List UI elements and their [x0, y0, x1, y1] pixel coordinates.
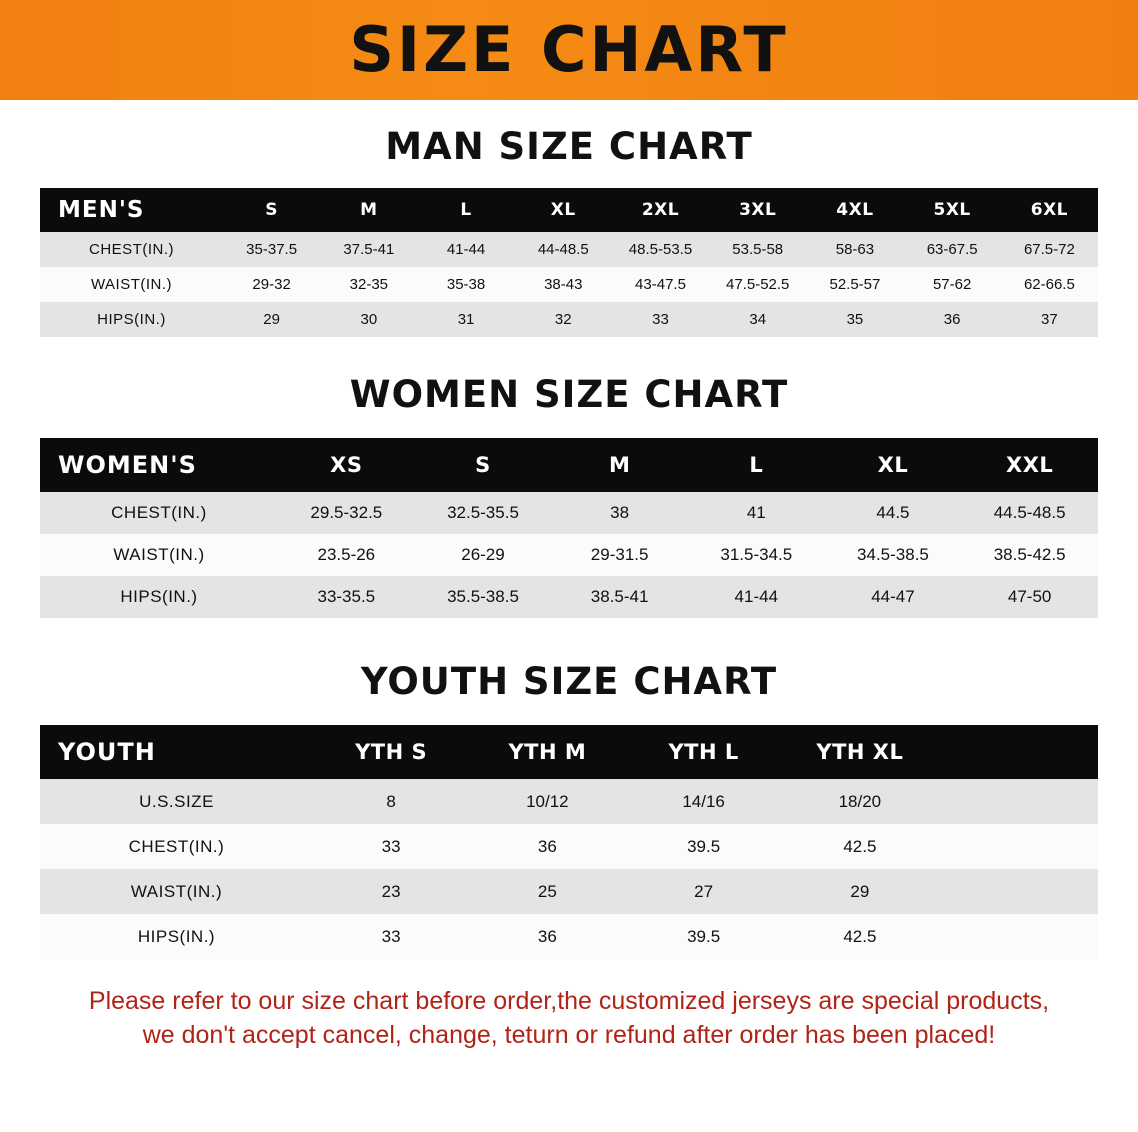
youth-table-wrapper	[0, 725, 1138, 959]
table-cell: 38.5-41	[551, 576, 688, 618]
women-size-table	[40, 438, 1098, 618]
women-table-wrapper	[0, 438, 1138, 618]
table-row	[40, 824, 1098, 869]
table-cell: 14/16	[626, 779, 782, 824]
table-cell: 42.5	[782, 914, 938, 959]
table-cell: 44-48.5	[515, 232, 612, 267]
man-header-3xl: 3XL	[709, 188, 806, 232]
table-row	[40, 232, 1098, 267]
women-section-title: WOMEN SIZE CHART	[349, 373, 789, 416]
table-cell: 47.5-52.5	[709, 267, 806, 302]
table-cell: 38.5-42.5	[961, 534, 1098, 576]
youth-section-title: YOUTH SIZE CHART	[360, 660, 778, 703]
table-cell: 47-50	[961, 576, 1098, 618]
man-header-5xl: 5XL	[904, 188, 1001, 232]
table-header-row	[40, 725, 1098, 779]
man-row-label-waist: WAIST(IN.)	[40, 267, 223, 302]
table-cell: 29-32	[223, 267, 320, 302]
women-header-s: S	[415, 438, 552, 492]
table-row	[40, 267, 1098, 302]
women-header-m: M	[551, 438, 688, 492]
table-cell-spacer	[938, 869, 1098, 914]
table-cell: 62-66.5	[1001, 267, 1098, 302]
youth-size-table	[40, 725, 1098, 959]
man-size-table	[40, 188, 1098, 337]
table-cell: 35-37.5	[223, 232, 320, 267]
women-table-body	[40, 492, 1098, 618]
table-cell: 33	[313, 824, 469, 869]
table-cell: 38	[551, 492, 688, 534]
man-table-body	[40, 232, 1098, 337]
man-header-m: M	[320, 188, 417, 232]
man-table-wrapper	[0, 188, 1138, 337]
table-cell: 52.5-57	[806, 267, 903, 302]
table-cell: 32	[515, 302, 612, 337]
table-cell: 35-38	[417, 267, 514, 302]
table-cell: 35	[806, 302, 903, 337]
man-header-label: MEN'S	[40, 188, 223, 232]
youth-row-label-waist: WAIST(IN.)	[40, 869, 313, 914]
table-cell: 29	[782, 869, 938, 914]
table-cell: 44-47	[825, 576, 962, 618]
man-header-s: S	[223, 188, 320, 232]
table-row	[40, 492, 1098, 534]
table-cell: 29	[223, 302, 320, 337]
table-cell: 43-47.5	[612, 267, 709, 302]
man-header-xl: XL	[515, 188, 612, 232]
table-cell: 33	[612, 302, 709, 337]
table-cell: 41-44	[688, 576, 825, 618]
table-cell: 36	[904, 302, 1001, 337]
youth-row-label-us-size: U.S.SIZE	[40, 779, 313, 824]
table-row	[40, 779, 1098, 824]
table-cell: 44.5	[825, 492, 962, 534]
table-row	[40, 576, 1098, 618]
table-cell: 39.5	[626, 914, 782, 959]
table-cell: 41	[688, 492, 825, 534]
table-cell: 48.5-53.5	[612, 232, 709, 267]
table-cell: 31	[417, 302, 514, 337]
women-header-label: WOMEN'S	[40, 438, 278, 492]
man-table-head	[40, 188, 1098, 232]
table-row	[40, 914, 1098, 959]
women-table-head	[40, 438, 1098, 492]
table-cell: 10/12	[469, 779, 625, 824]
man-row-label-hips: HIPS(IN.)	[40, 302, 223, 337]
table-cell: 33	[313, 914, 469, 959]
table-cell: 31.5-34.5	[688, 534, 825, 576]
table-cell: 8	[313, 779, 469, 824]
table-cell: 36	[469, 914, 625, 959]
youth-header-l: YTH L	[626, 725, 782, 779]
youth-table-head	[40, 725, 1098, 779]
table-header-row	[40, 188, 1098, 232]
table-cell: 29-31.5	[551, 534, 688, 576]
table-row	[40, 302, 1098, 337]
youth-header-spacer	[938, 725, 1098, 779]
table-cell: 32-35	[320, 267, 417, 302]
table-cell: 23	[313, 869, 469, 914]
disclaimer-line-2: we don't accept cancel, change, teturn or refund after order has been placed!	[142, 1020, 996, 1049]
table-cell: 36	[469, 824, 625, 869]
table-cell: 18/20	[782, 779, 938, 824]
women-header-xxl: XXL	[961, 438, 1098, 492]
youth-row-label-hips: HIPS(IN.)	[40, 914, 313, 959]
disclaimer-line-1: Please refer to our size chart before order,the customized jerseys are special products,	[88, 987, 1050, 1015]
table-cell: 26-29	[415, 534, 552, 576]
man-header-2xl: 2XL	[612, 188, 709, 232]
women-row-label-hips: HIPS(IN.)	[40, 576, 278, 618]
table-cell: 34	[709, 302, 806, 337]
man-row-label-chest: CHEST(IN.)	[40, 232, 223, 267]
youth-header-xl: YTH XL	[782, 725, 938, 779]
table-cell: 41-44	[417, 232, 514, 267]
youth-row-label-chest: CHEST(IN.)	[40, 824, 313, 869]
youth-header-s: YTH S	[313, 725, 469, 779]
man-header-6xl: 6XL	[1001, 188, 1098, 232]
women-header-xs: XS	[278, 438, 415, 492]
table-cell: 35.5-38.5	[415, 576, 552, 618]
table-cell-spacer	[938, 824, 1098, 869]
table-row	[40, 869, 1098, 914]
table-cell: 33-35.5	[278, 576, 415, 618]
women-header-xl: XL	[825, 438, 962, 492]
table-cell: 39.5	[626, 824, 782, 869]
youth-header-m: YTH M	[469, 725, 625, 779]
table-cell: 25	[469, 869, 625, 914]
page-title: SIZE CHART	[349, 13, 789, 86]
size-chart-banner	[0, 0, 1138, 100]
table-cell: 57-62	[904, 267, 1001, 302]
table-cell: 53.5-58	[709, 232, 806, 267]
table-cell-spacer	[938, 914, 1098, 959]
table-cell: 38-43	[515, 267, 612, 302]
table-cell: 42.5	[782, 824, 938, 869]
table-cell: 29.5-32.5	[278, 492, 415, 534]
women-header-l: L	[688, 438, 825, 492]
table-cell: 34.5-38.5	[825, 534, 962, 576]
table-cell: 37.5-41	[320, 232, 417, 267]
man-header-4xl: 4XL	[806, 188, 903, 232]
youth-table-body	[40, 779, 1098, 959]
table-cell: 67.5-72	[1001, 232, 1098, 267]
table-cell: 44.5-48.5	[961, 492, 1098, 534]
table-cell: 30	[320, 302, 417, 337]
table-cell: 37	[1001, 302, 1098, 337]
size-chart-disclaimer	[38, 985, 1100, 1053]
table-cell: 27	[626, 869, 782, 914]
women-row-label-waist: WAIST(IN.)	[40, 534, 278, 576]
table-cell: 58-63	[806, 232, 903, 267]
table-cell: 23.5-26	[278, 534, 415, 576]
table-row	[40, 534, 1098, 576]
table-cell: 32.5-35.5	[415, 492, 552, 534]
youth-header-label: YOUTH	[40, 725, 313, 779]
man-section-title: MAN SIZE CHART	[385, 125, 753, 168]
table-header-row	[40, 438, 1098, 492]
table-cell: 63-67.5	[904, 232, 1001, 267]
table-cell-spacer	[938, 779, 1098, 824]
man-header-l: L	[417, 188, 514, 232]
women-row-label-chest: CHEST(IN.)	[40, 492, 278, 534]
